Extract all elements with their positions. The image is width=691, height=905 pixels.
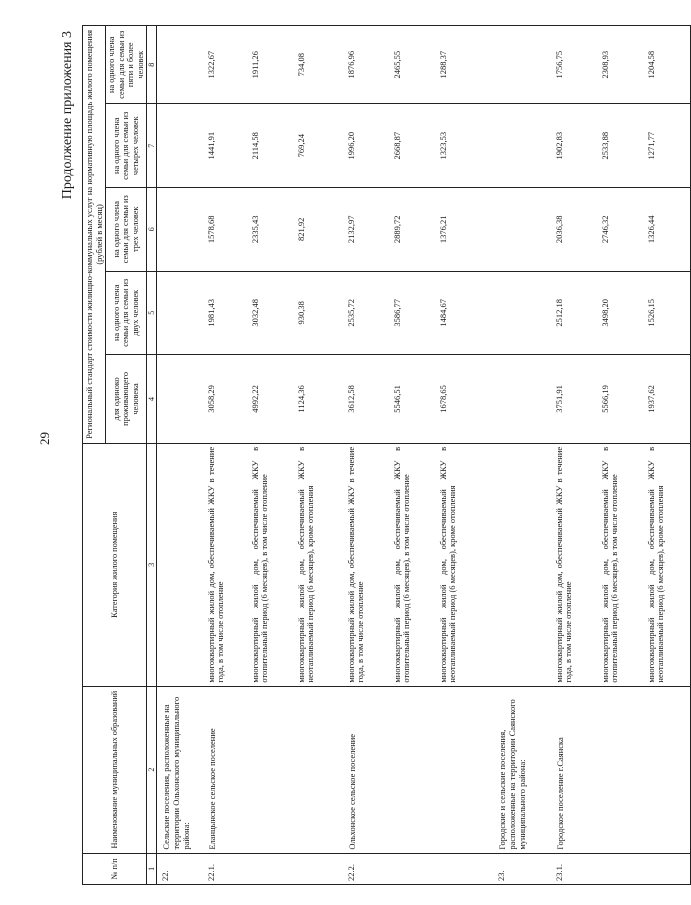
value-three: 2036,38 [551, 188, 597, 272]
value-single [493, 355, 551, 444]
value-three: 1326,44 [643, 188, 691, 272]
index-cell: 5 [147, 271, 157, 355]
value-five: 1911,26 [247, 26, 293, 104]
municipality-name: Городское поселение г.Саянска [551, 686, 597, 853]
header-five: на одного члена семьи для семьи из пяти и более человек [106, 26, 147, 104]
housing-category [493, 443, 551, 686]
value-two: 3032,48 [247, 271, 293, 355]
value-three [157, 188, 203, 272]
header-no: № п/п [83, 853, 147, 884]
value-single: 4992,22 [247, 355, 293, 444]
value-four: 2114,58 [247, 104, 293, 188]
value-four: 1441,91 [203, 104, 247, 188]
row-number: 23. [493, 853, 551, 884]
index-cell: 2 [147, 686, 157, 853]
row-number: 22.1. [203, 853, 247, 884]
value-three: 2746,32 [597, 188, 643, 272]
value-single: 3751,91 [551, 355, 597, 444]
table-row [389, 26, 435, 885]
table-row [157, 26, 203, 885]
municipality-name [247, 686, 293, 853]
row-number [643, 853, 691, 884]
value-two [493, 271, 551, 355]
index-cell: 3 [147, 443, 157, 686]
housing-category: многоквартирный жилой дом, обеспечиваемый ЖКУ в течение года, в том числе отопление [551, 443, 597, 686]
value-four: 2668,87 [389, 104, 435, 188]
value-four: 769,24 [293, 104, 343, 188]
value-two: 2535,72 [343, 271, 389, 355]
municipality-name: Ольхонское сельское поселение [343, 686, 389, 853]
value-two: 1981,43 [203, 271, 247, 355]
value-five: 2308,93 [597, 26, 643, 104]
value-single: 3058,29 [203, 355, 247, 444]
value-three: 821,92 [293, 188, 343, 272]
value-three: 2132,97 [343, 188, 389, 272]
row-number [435, 853, 493, 884]
housing-category: многоквартирный жилой дом, обеспечиваемый ЖКУ в неотапливаемый период (6 месяцев), кроме отопления [435, 443, 493, 686]
row-number [597, 853, 643, 884]
index-cell: 8 [147, 26, 157, 104]
header-three: на одного члена семьи для семьи из трех человек [106, 188, 147, 272]
municipality-name: Городские и сельские поселения, расположенные на территории Саянского муниципального района: [493, 686, 551, 853]
value-single [157, 355, 203, 444]
value-single: 3612,58 [343, 355, 389, 444]
value-five [493, 26, 551, 104]
housing-category: многоквартирный жилой дом, обеспечиваемый ЖКУ в отопительный период (6 месяцев), в том числе отопление [597, 443, 643, 686]
value-three: 1578,68 [203, 188, 247, 272]
value-single: 1678,65 [435, 355, 493, 444]
row-number [247, 853, 293, 884]
table-row [551, 26, 597, 885]
value-four [157, 104, 203, 188]
municipality-name [435, 686, 493, 853]
value-four: 1902,83 [551, 104, 597, 188]
value-five: 1322,67 [203, 26, 247, 104]
value-single: 5566,19 [597, 355, 643, 444]
value-two: 3586,77 [389, 271, 435, 355]
value-two: 930,38 [293, 271, 343, 355]
municipality-name: Сельские поселения, расположенные на территории Ольхонского муниципального района: [157, 686, 203, 853]
housing-category: многоквартирный жилой дом, обеспечиваемый ЖКУ в неотапливаемый период (6 месяцев), кроме отопления [643, 443, 691, 686]
municipality-name [293, 686, 343, 853]
municipality-name [597, 686, 643, 853]
value-three: 1376,21 [435, 188, 493, 272]
value-two [157, 271, 203, 355]
municipality-name: Еланцынское сельское поселение [203, 686, 247, 853]
value-four: 1323,53 [435, 104, 493, 188]
table-row [493, 26, 551, 885]
value-five: 1756,75 [551, 26, 597, 104]
housing-category: многоквартирный жилой дом, обеспечиваемый ЖКУ в течение года, в том числе отопление [343, 443, 389, 686]
value-single: 1937,62 [643, 355, 691, 444]
value-three: 2335,43 [247, 188, 293, 272]
housing-category: многоквартирный жилой дом, обеспечиваемый ЖКУ в отопительный период (6 месяцев), в том числе отопление [247, 443, 293, 686]
row-number: 23.1. [551, 853, 597, 884]
value-five: 734,08 [293, 26, 343, 104]
housing-category: многоквартирный жилой дом, обеспечиваемый ЖКУ в отопительный период (6 месяцев), в том числе отопление [389, 443, 435, 686]
table-body [157, 26, 691, 885]
row-number: 22.2. [343, 853, 389, 884]
header-two: на одного члена семьи для семьи из двух человек [106, 271, 147, 355]
table-row [597, 26, 643, 885]
value-single: 1124,36 [293, 355, 343, 444]
index-cell: 6 [147, 188, 157, 272]
table-row [247, 26, 293, 885]
header-single: для одиноко проживающего человека [106, 355, 147, 444]
rotated-page [48, 25, 665, 885]
row-number: 22. [157, 853, 203, 884]
value-two: 2512,18 [551, 271, 597, 355]
value-three: 2889,72 [389, 188, 435, 272]
housing-category [157, 443, 203, 686]
table-row [343, 26, 389, 885]
value-five: 1876,96 [343, 26, 389, 104]
header-four: на одного члена семьи для семьи из четырех человек [106, 104, 147, 188]
value-two: 1526,15 [643, 271, 691, 355]
row-number [389, 853, 435, 884]
row-number [293, 853, 343, 884]
header-category: Категория жилого помещения [83, 443, 147, 686]
appendix-label: Продолжение приложения 3 [60, 31, 75, 200]
value-four: 2533,88 [597, 104, 643, 188]
value-five: 1288,37 [435, 26, 493, 104]
housing-category: многоквартирный жилой дом, обеспечиваемый ЖКУ в неотапливаемый период (6 месяцев), кроме отопления [293, 443, 343, 686]
header-name: Наименование муниципальных образований [83, 686, 147, 853]
municipality-name [389, 686, 435, 853]
page-number: 29 [37, 432, 52, 445]
header-standard: Региональный стандарт стоимости жилищно-коммунальных услуг на нормативную площадь жилого помещения (рублей в месяц) [83, 26, 106, 444]
value-five [157, 26, 203, 104]
value-three [493, 188, 551, 272]
value-two: 1484,67 [435, 271, 493, 355]
table-row [435, 26, 493, 885]
housing-category: многоквартирный жилой дом, обеспечиваемый ЖКУ в течение года, в том числе отопление [203, 443, 247, 686]
value-four [493, 104, 551, 188]
index-cell: 7 [147, 104, 157, 188]
table-row [643, 26, 691, 885]
value-single: 5546,51 [389, 355, 435, 444]
table-row [203, 26, 247, 885]
value-four: 1996,20 [343, 104, 389, 188]
index-cell: 1 [147, 853, 157, 884]
value-five: 1204,58 [643, 26, 691, 104]
index-cell: 4 [147, 355, 157, 444]
value-five: 2465,55 [389, 26, 435, 104]
municipality-name [643, 686, 691, 853]
tariff-table [82, 25, 691, 885]
value-two: 3498,20 [597, 271, 643, 355]
table-row [293, 26, 343, 885]
value-four: 1271,77 [643, 104, 691, 188]
